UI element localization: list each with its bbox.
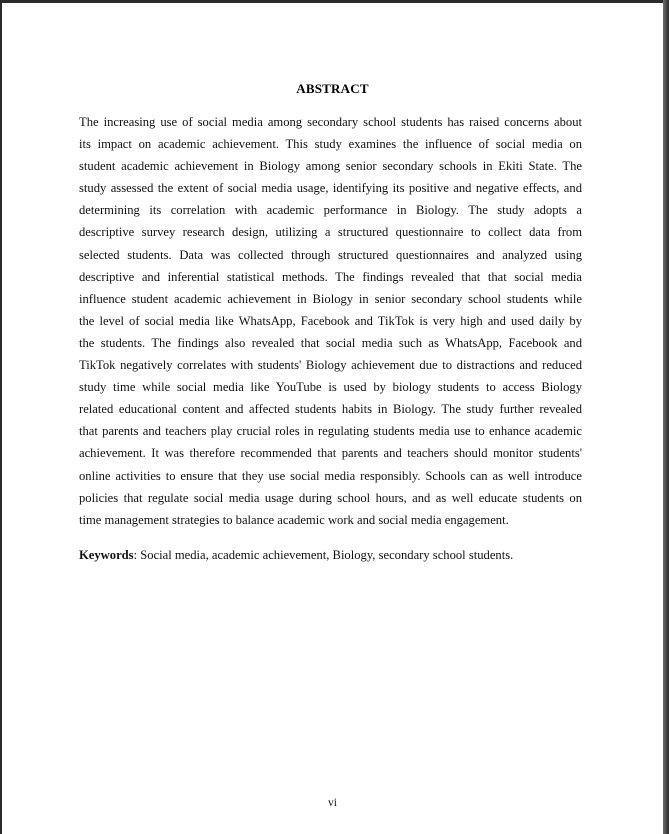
abstract-line: selected students. Data was collected through structured questionnaires and analyzed using [79,247,582,262]
abstract-line: its impact on academic achievement. This study examines the influence of social media on [79,137,582,152]
abstract-line: determining its correlation with academic performance in Biology. The study adopts a [79,203,582,218]
abstract-line: that parents and teachers play crucial roles in regulating students media use to enhance academic [79,424,582,439]
abstract-line: The increasing use of social media among secondary school students has raised concerns about [79,115,582,129]
document-page [2,3,663,834]
abstract-paragraph [79,111,582,531]
abstract-line: TikTok negatively correlates with students' Biology achievement due to distractions and reduced [79,358,582,373]
abstract-line: time management strategies to balance academic work and social media engagement. [79,512,509,527]
keywords-line [79,548,582,563]
abstract-line: descriptive and inferential statistical methods. The findings revealed that that social media [79,269,582,284]
abstract-line: online activities to ensure that they use social media responsibly. Schools can as well introduce [79,468,582,483]
abstract-line: the students. The findings also revealed that social media such as WhatsApp, Facebook and [79,335,582,350]
abstract-line: achievement. It was therefore recommended that parents and teachers should monitor students' [79,446,582,461]
abstract-line: related educational content and affected students habits in Biology. The study further revealed [79,402,582,417]
abstract-line: the level of social media like WhatsApp, Facebook and TikTok is very high and used daily by [79,313,582,328]
keywords-text: : Social media, academic achievement, Biology, secondary school students. [133,548,514,562]
abstract-line: study time while social media like YouTube is used by biology students to access Biology [79,380,582,395]
keywords-label: Keywords [79,548,134,562]
abstract-line: influence student academic achievement in Biology in senior secondary school students while [79,291,582,306]
abstract-line: policies that regulate social media usage during school hours, and as well educate students on [79,490,582,505]
page-edge-shadow [663,0,669,834]
abstract-line: study assessed the extent of social media usage, identifying its positive and negative effects, and [79,181,582,196]
page-number: vi [328,797,337,809]
abstract-heading: ABSTRACT [296,81,369,96]
abstract-line: descriptive survey research design, utilizing a structured questionnaire to collect data from [79,225,582,240]
abstract-line: student academic achievement in Biology among senior secondary schools in Ekiti State. The [79,159,582,174]
